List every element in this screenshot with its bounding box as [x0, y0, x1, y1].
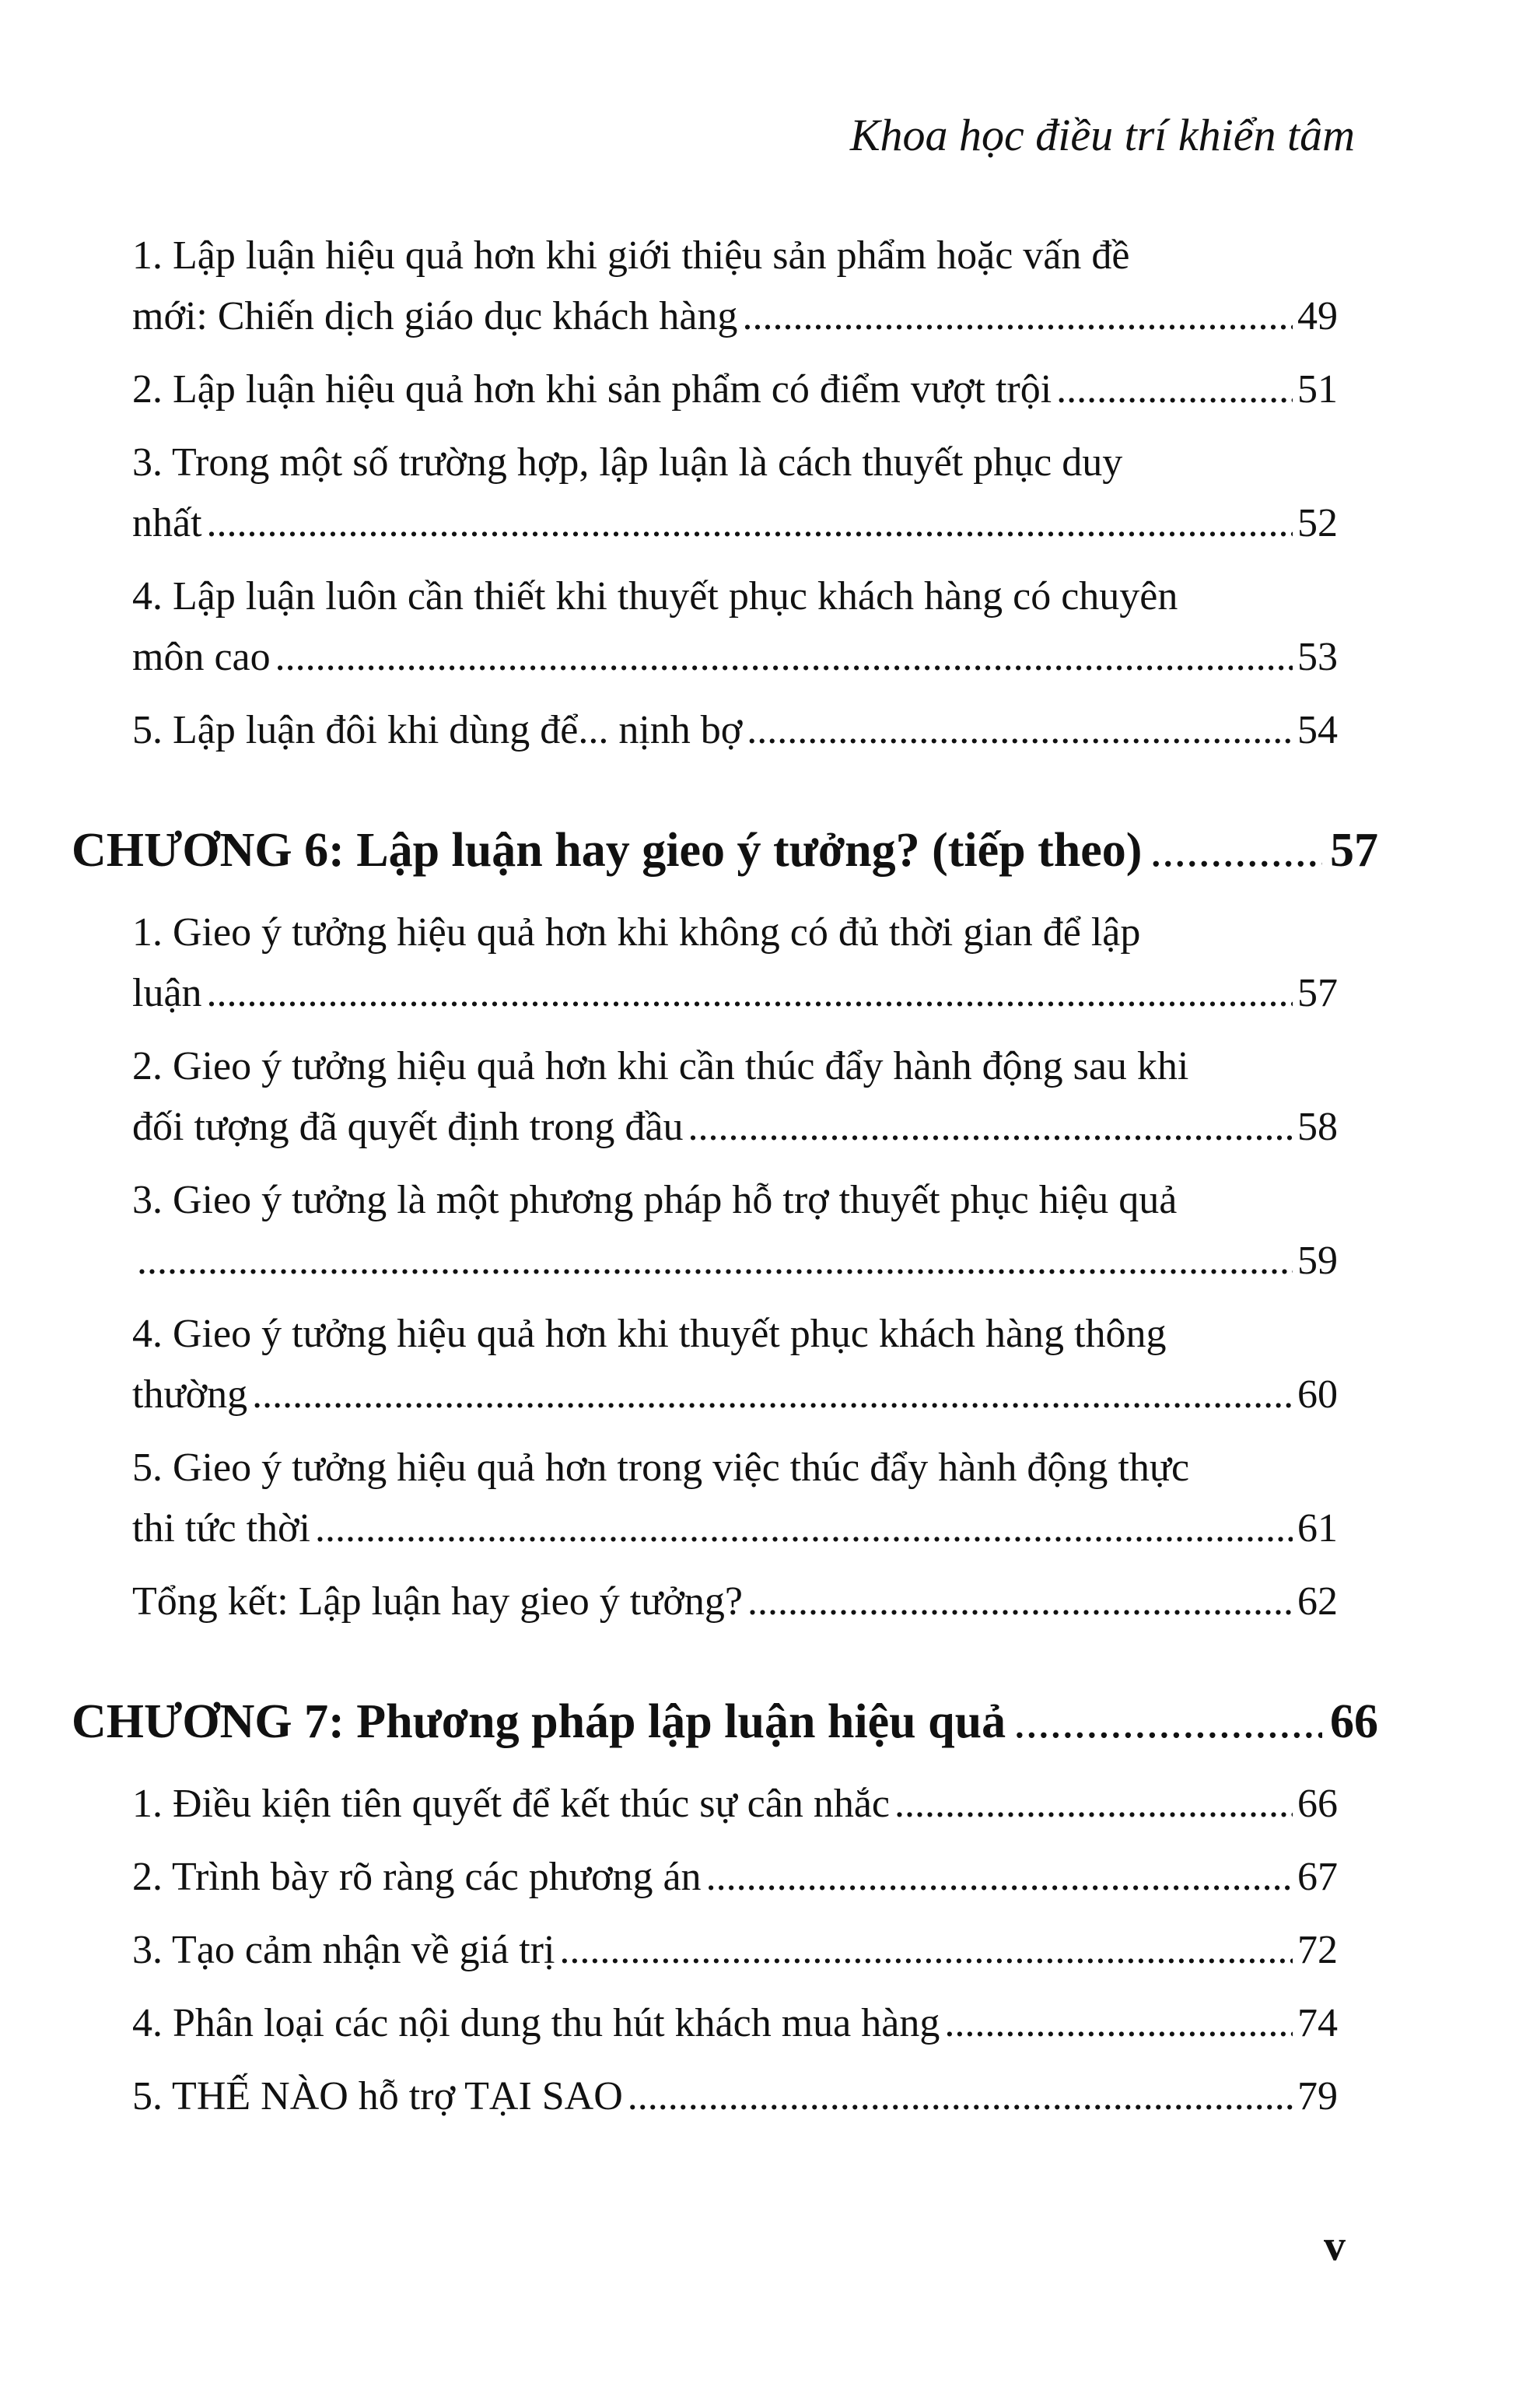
toc-entry-text: 3. Tạo cảm nhận về giá trị [132, 1928, 555, 1972]
toc-entry-line [132, 1097, 1338, 1158]
toc-entry-text: 5. Gieo ý tưởng hiệu quả hơn trong việc thúc đẩy hành động thực [132, 1446, 1190, 1490]
dot-leader [706, 1847, 1293, 1908]
toc-entry-line [132, 1774, 1338, 1835]
toc-entry-text: nhất [132, 501, 202, 545]
toc-entry-text: thi tức thời [132, 1506, 310, 1551]
toc-entry [132, 700, 1338, 761]
toc-entry-page: 74 [1297, 2001, 1338, 2045]
dot-leader [1150, 815, 1322, 885]
toc-entry [132, 1774, 1338, 1835]
toc-entry-page: 66 [1297, 1782, 1338, 1826]
dot-leader [207, 963, 1293, 1024]
dot-leader [894, 1774, 1293, 1835]
toc-entry-text: 4. Lập luận luôn cần thiết khi thuyết phục khách hàng có chuyên [132, 574, 1178, 619]
toc-entry-page: 59 [1297, 1239, 1338, 1283]
toc-entry-page: 62 [1297, 1579, 1338, 1624]
toc-entry-text: đối tượng đã quyết định trong đầu [132, 1105, 684, 1149]
toc-entry-text: luận [132, 971, 202, 1015]
toc-entry-page: 61 [1297, 1506, 1338, 1551]
toc-entry-line [132, 1231, 1338, 1291]
dot-leader [207, 493, 1293, 554]
toc-entry [132, 1920, 1338, 1981]
toc-entry-text: 2. Gieo ý tưởng hiệu quả hơn khi cần thúc đẩy hành động sau khi [132, 1044, 1189, 1088]
toc-entry-page: 51 [1297, 367, 1338, 412]
toc-entry-text: 2. Lập luận hiệu quả hơn khi sản phẩm có điểm vượt trội [132, 367, 1052, 412]
toc-entry-text: mới: Chiến dịch giáo dục khách hàng [132, 294, 738, 338]
toc-entry-page: 72 [1297, 1928, 1338, 1972]
toc-entry-line [132, 700, 1338, 761]
toc-entry [132, 433, 1338, 554]
chapter-page: 66 [1330, 1695, 1378, 1748]
dot-leader [944, 1993, 1293, 2054]
toc-entry [132, 1170, 1338, 1291]
dot-leader [137, 1231, 1293, 1291]
toc-entry-page: 57 [1297, 971, 1338, 1015]
toc-entry-text: Tổng kết: Lập luận hay gieo ý tưởng? [132, 1579, 743, 1624]
chapter-heading [72, 815, 1378, 885]
toc-entry [132, 2066, 1338, 2127]
toc-entry-line [132, 359, 1338, 420]
toc-entry [132, 566, 1338, 688]
toc-entry-line [132, 1498, 1338, 1559]
toc-entry [132, 359, 1338, 420]
toc-entry-line [132, 2066, 1338, 2127]
chapter-title: CHƯƠNG 6: Lập luận hay gieo ý tưởng? (tiếp theo) [72, 824, 1143, 877]
toc-entry-page: 60 [1297, 1372, 1338, 1417]
toc-entry [132, 1036, 1338, 1158]
toc-entry-text: 3. Trong một số trường hợp, lập luận là cách thuyết phục duy [132, 440, 1123, 485]
toc-entry-text: 5. THẾ NÀO hỗ trợ TẠI SAO [132, 2074, 623, 2118]
toc-entry-line [132, 1572, 1338, 1632]
toc-entry-page: 79 [1297, 2074, 1338, 2118]
toc-entry-line [132, 493, 1338, 554]
toc-entry [132, 1993, 1338, 2054]
toc-entry [132, 1438, 1338, 1559]
toc-entry [132, 1304, 1338, 1425]
dot-leader [742, 286, 1293, 347]
toc-entry [132, 226, 1338, 347]
toc-entry-page: 58 [1297, 1105, 1338, 1149]
toc-entry [132, 1572, 1338, 1632]
dot-leader [315, 1498, 1293, 1559]
toc-entry-page: 53 [1297, 635, 1338, 679]
dot-leader [559, 1920, 1293, 1981]
toc-entry-line [132, 1847, 1338, 1908]
dot-leader [688, 1097, 1293, 1158]
toc-entry-page: 49 [1297, 294, 1338, 338]
chapter-heading [72, 1687, 1378, 1757]
toc-entry-line [132, 1920, 1338, 1981]
toc-entry-text: 1. Điều kiện tiên quyết để kết thúc sự cân nhắc [132, 1782, 890, 1826]
chapter-title: CHƯƠNG 7: Phương pháp lập luận hiệu quả [72, 1695, 1006, 1748]
toc-entry-page: 54 [1297, 708, 1338, 752]
toc-entry-line [132, 1993, 1338, 2054]
toc-entry [132, 1847, 1338, 1908]
toc-entry-text: thường [132, 1372, 248, 1417]
toc-entry-text: 1. Lập luận hiệu quả hơn khi giới thiệu sản phẩm hoặc vấn đề [132, 233, 1130, 278]
dot-leader [1056, 359, 1293, 420]
dot-leader [747, 700, 1293, 761]
toc-entry-page: 67 [1297, 1855, 1338, 1899]
toc-entry-text: 1. Gieo ý tưởng hiệu quả hơn khi không có đủ thời gian để lập [132, 910, 1141, 955]
dot-leader [628, 2066, 1293, 2127]
toc-entry-line [132, 963, 1338, 1024]
toc-entry-text: môn cao [132, 635, 271, 679]
toc-entry-text: 3. Gieo ý tưởng là một phương pháp hỗ trợ thuyết phục hiệu quả [132, 1178, 1178, 1222]
dot-leader [747, 1572, 1293, 1632]
page-number: v [1324, 2222, 1346, 2270]
dot-leader [252, 1365, 1293, 1425]
toc-entry-text: 5. Lập luận đôi khi dùng để... nịnh bợ [132, 708, 743, 752]
toc-entry-line [132, 627, 1338, 688]
toc-entry-text: 4. Gieo ý tưởng hiệu quả hơn khi thuyết phục khách hàng thông [132, 1312, 1167, 1356]
toc-entry [132, 902, 1338, 1024]
running-header: Khoa học điều trí khiển tâm [849, 110, 1355, 160]
toc-entry-text: 4. Phân loại các nội dung thu hút khách mua hàng [132, 2001, 940, 2045]
toc-entry-page: 52 [1297, 501, 1338, 545]
dot-leader [275, 627, 1293, 688]
dot-leader [1013, 1687, 1322, 1757]
toc-entry-line [132, 1365, 1338, 1425]
table-of-contents [72, 226, 1378, 2139]
toc-entry-text: 2. Trình bày rõ ràng các phương án [132, 1855, 702, 1899]
chapter-page: 57 [1330, 824, 1378, 877]
toc-entry-line [132, 286, 1338, 347]
